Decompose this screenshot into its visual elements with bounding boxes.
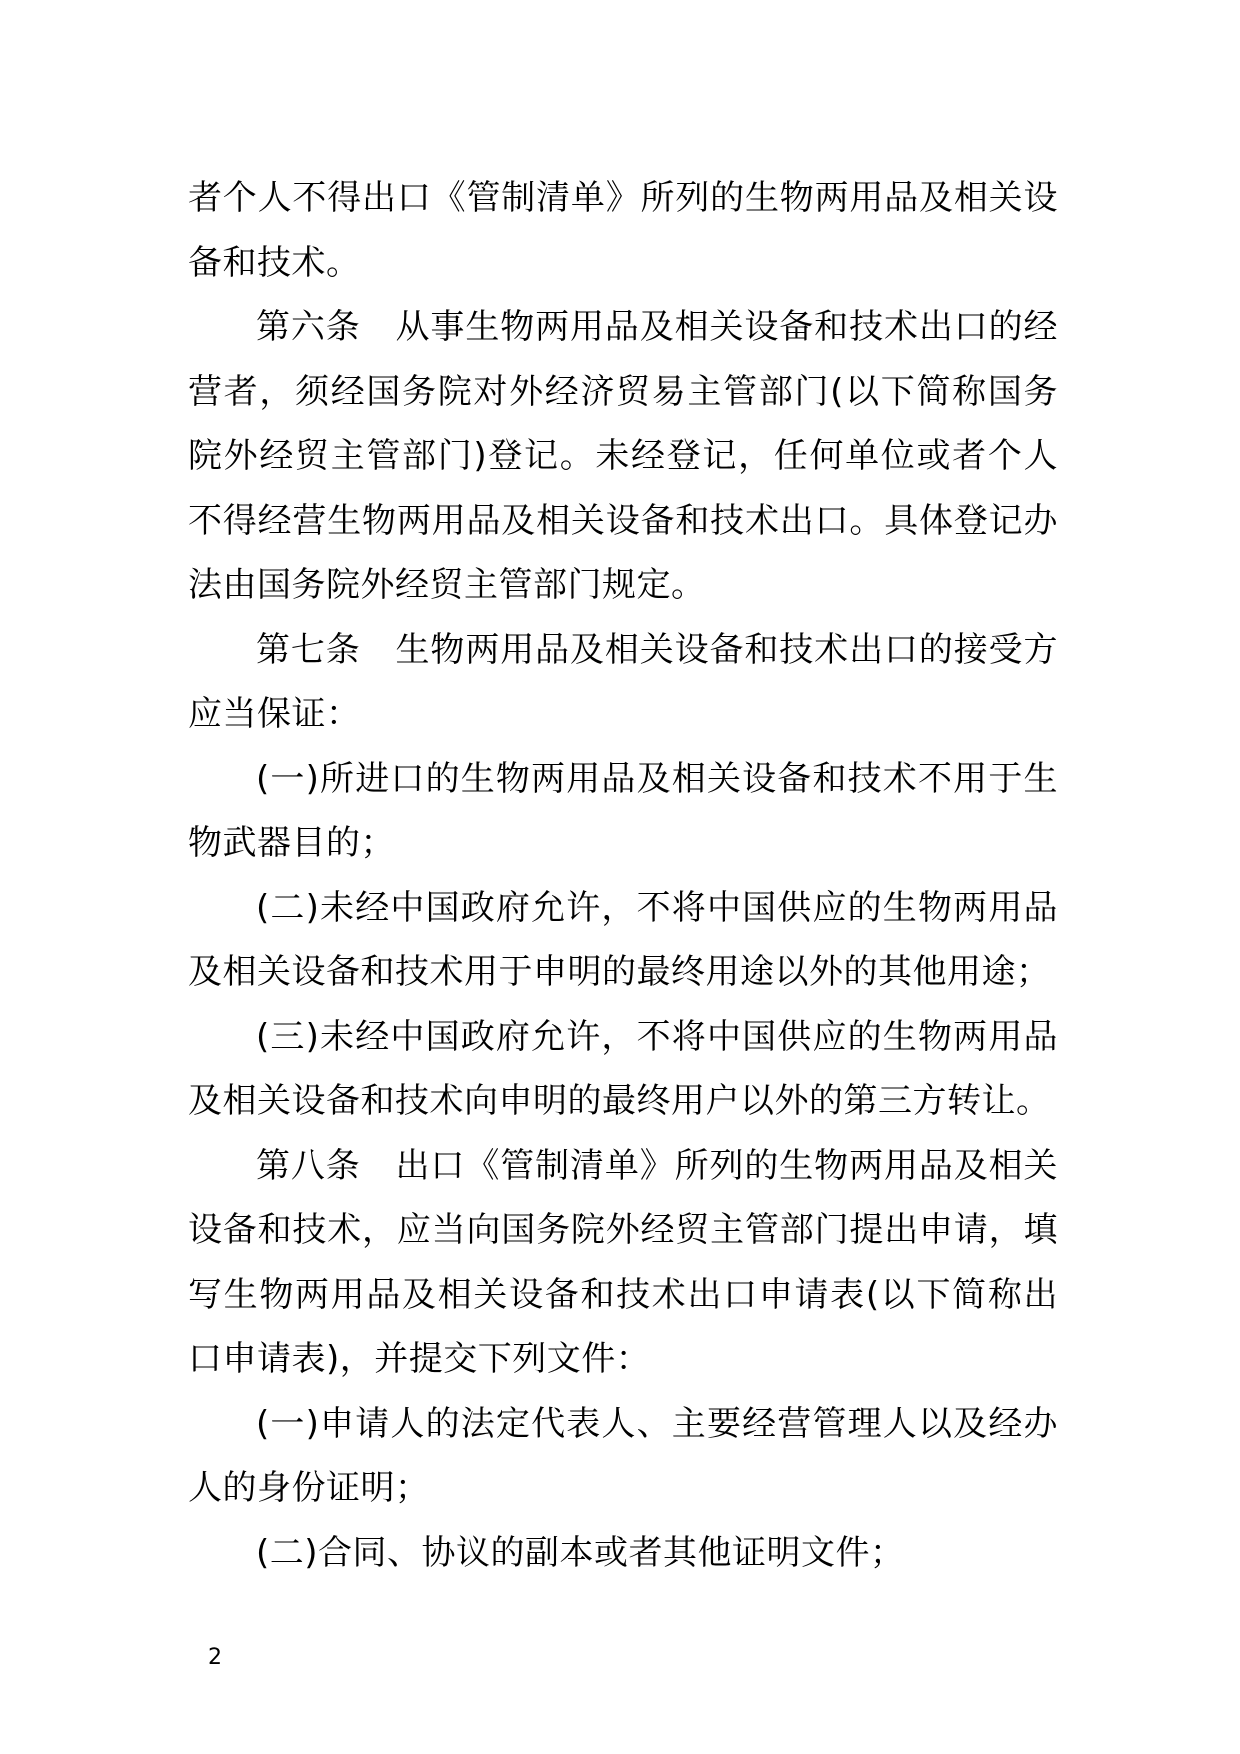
paragraph-article-7: 第七条 生物两用品及相关设备和技术出口的接受方应当保证：: [188, 629, 1058, 734]
paragraph-article-7-item-3: (三)未经中国政府允许，不将中国供应的生物两用品及相关设备和技术向申明的最终用户以外的第三方转让。: [188, 1016, 1058, 1121]
paragraph-article-6: 第六条 从事生物两用品及相关设备和技术出口的经营者，须经国务院对外经济贸易主管部门(以下简称国务院外经贸主管部门)登记。未经登记，任何单位或者个人不得经营生物两用品及相关设备和技术出口。具体登记办法由国务院外经贸主管部门规定。: [188, 307, 1058, 605]
paragraph-article-8: 第八条 出口《管制清单》所列的生物两用品及相关设备和技术，应当向国务院外经贸主管部门提出申请，填写生物两用品及相关设备和技术出口申请表(以下简称出口申请表)，并提交下列文件：: [188, 1145, 1058, 1379]
paragraph-article-8-item-2: (二)合同、协议的副本或者其他证明文件；: [256, 1532, 905, 1573]
paragraph-article-7-item-2: (二)未经中国政府允许，不将中国供应的生物两用品及相关设备和技术用于申明的最终用途以外的其他用途；: [188, 887, 1058, 992]
paragraph-article-7-item-1: (一)所进口的生物两用品及相关设备和技术不用于生物武器目的；: [188, 758, 1058, 863]
paragraph-continuation: 者个人不得出口《管制清单》所列的生物两用品及相关设备和技术。: [188, 178, 1058, 283]
page-number: 2: [208, 1645, 222, 1670]
document-body: [188, 166, 1058, 1585]
paragraph-article-8-item-1: (一)申请人的法定代表人、主要经营管理人以及经办人的身份证明；: [188, 1403, 1058, 1508]
